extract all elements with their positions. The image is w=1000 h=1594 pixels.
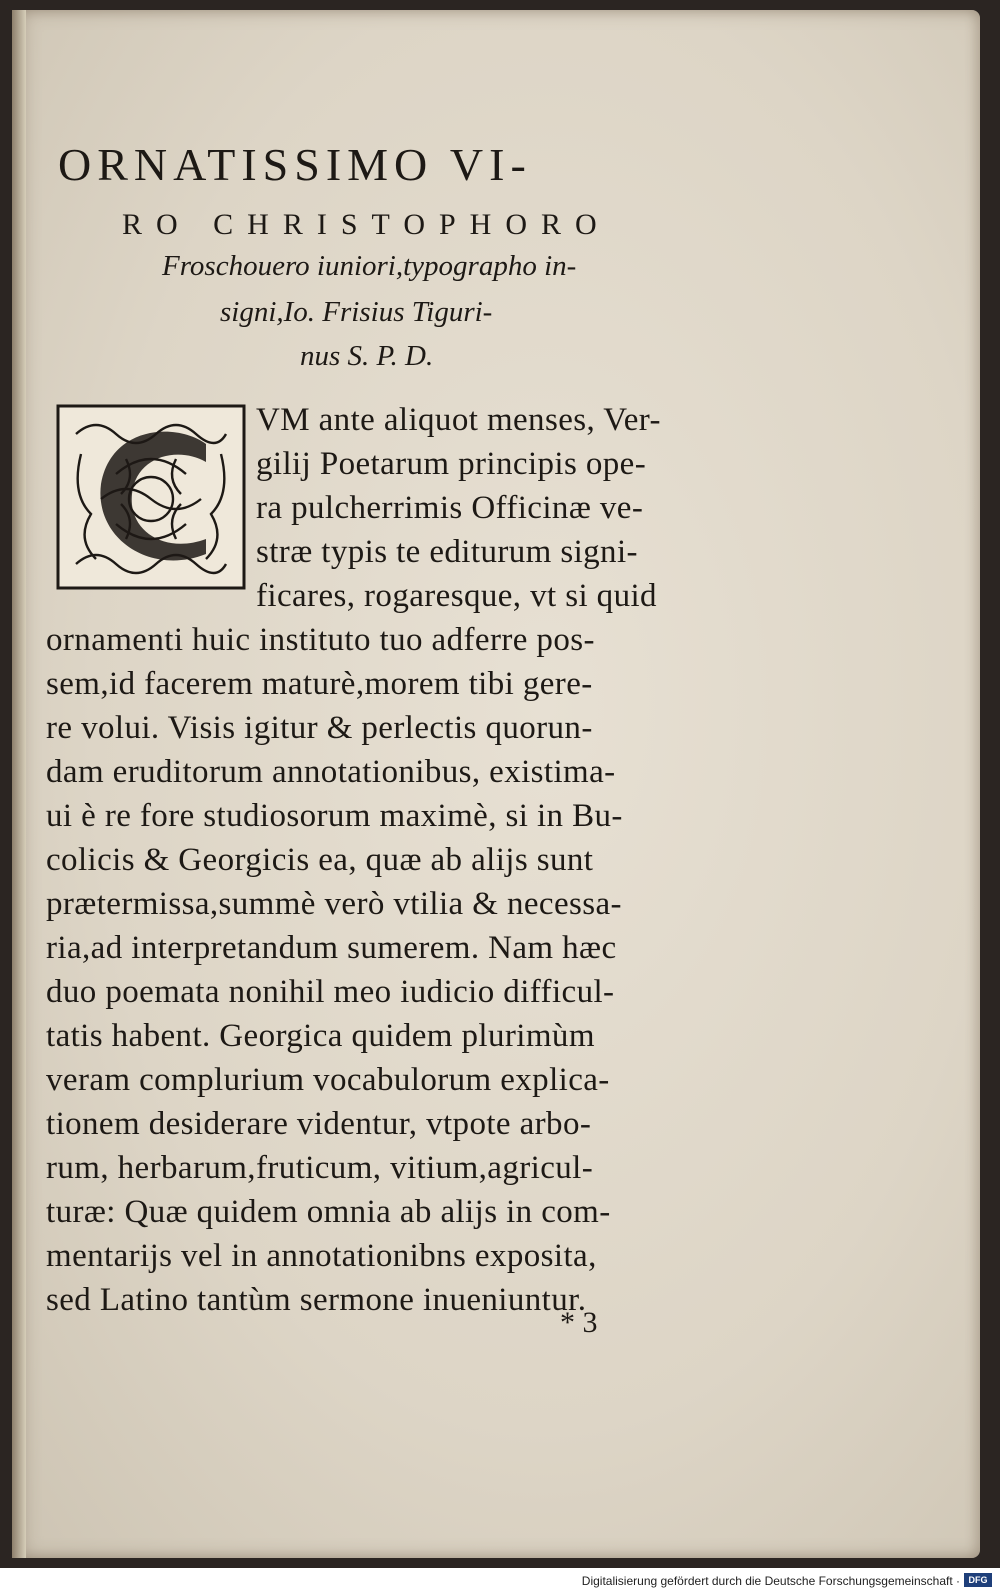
body-line-8: re volui. Visis igitur & perlectis quorun- — [46, 710, 593, 746]
body-line-11: colicis & Georgicis ea, quæ ab alijs sunt — [46, 842, 594, 878]
body-line-4: stræ typis te editurum signi- — [256, 534, 638, 570]
body-line-5: ficares, rogaresque, vt si quid — [256, 578, 657, 614]
body-line-7: sem,id facerem maturè,morem tibi gere- — [46, 666, 593, 702]
page-text — [12, 10, 980, 1558]
heading-line-3: Froschouero iuniori,typographo in- — [162, 250, 577, 282]
footer-credit: Digitalisierung gefördert durch die Deutsche Forschungsgemeinschaft · — [581, 1574, 960, 1588]
body-line-17: tionem desiderare videntur, vtpote arbo- — [46, 1106, 592, 1142]
body-line-16: veram complurium vocabulorum explica- — [46, 1062, 610, 1098]
heading-line-4: signi,Io. Frisius Tiguri- — [220, 296, 493, 328]
body-line-19: turæ: Quæ quidem omnia ab alijs in com- — [46, 1194, 611, 1230]
body-line-12: prætermissa,summè verò vtilia & necessa- — [46, 886, 622, 922]
body-line-15: tatis habent. Georgica quidem plurimùm — [46, 1018, 595, 1054]
body-line-21: sed Latino tantùm sermone inueniuntur. — [46, 1282, 587, 1318]
heading-line-5: nus S. P. D. — [300, 340, 434, 372]
signature-mark: * 3 — [560, 1306, 598, 1339]
body-line-14: duo poemata nonihil meo iudicio difficul- — [46, 974, 615, 1010]
body-line-3: ra pulcherrimis Officinæ ve- — [256, 490, 644, 526]
footer-bar — [0, 1568, 1000, 1594]
heading-line-2: RO CHRISTOPHORO — [122, 208, 611, 241]
body-line-6: ornamenti huic instituto tuo adferre pos- — [46, 622, 595, 658]
dfg-logo: DFG — [964, 1573, 992, 1587]
body-line-2: gilij Poetarum principis ope- — [256, 446, 647, 482]
body-line-20: mentarijs vel in annotationibns exposita, — [46, 1238, 597, 1274]
book-page — [12, 10, 980, 1558]
body-line-1: VM ante aliquot menses, Ver- — [256, 402, 661, 438]
ornamental-initial-c — [56, 404, 246, 590]
body-line-18: rum, herbarum,fruticum, vitium,agricul- — [46, 1150, 594, 1186]
body-line-10: ui è re fore studiosorum maximè, si in Bu- — [46, 798, 623, 834]
body-line-13: ria,ad interpretandum sumerem. Nam hæc — [46, 930, 617, 966]
heading-line-1: ORNATISSIMO VI- — [58, 139, 532, 190]
body-line-9: dam eruditorum annotationibus, existima- — [46, 754, 616, 790]
